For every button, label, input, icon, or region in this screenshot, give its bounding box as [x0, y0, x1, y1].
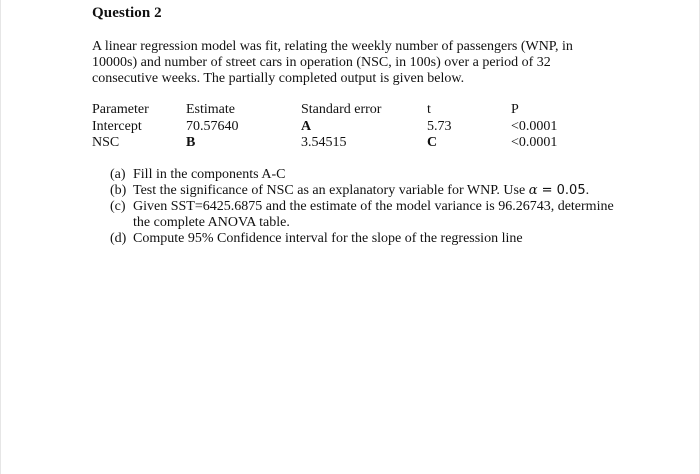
cell-estimate: B [186, 135, 196, 150]
question-title: Question 2 [92, 5, 162, 21]
question-parts [110, 167, 670, 247]
cell-p: <0.0001 [511, 135, 558, 150]
cell-t: 5.73 [427, 119, 452, 134]
part-b [110, 183, 670, 199]
part-text: Test the significance of NSC as an explanatory variable for WNP. Use α = 0.05. [133, 183, 590, 198]
header-parameter: Parameter [92, 102, 149, 117]
cell-t: C [427, 135, 438, 150]
intro-line: A linear regression model was fit, relating the weekly number of passengers (WNP, in [92, 39, 573, 54]
part-text: Compute 95% Confidence interval for the slope of the regression line [133, 231, 523, 246]
intro-line: consecutive weeks. The partially completed output is given below. [92, 71, 465, 86]
part-a [110, 167, 670, 183]
header-p: P [511, 102, 519, 117]
alpha-expression: α = 0.05 [528, 183, 586, 198]
part-label: (b) [110, 183, 127, 198]
header-standard-error: Standard error [301, 102, 382, 117]
table-row [1, 135, 700, 151]
cell-parameter: Intercept [92, 119, 142, 134]
cell-parameter: NSC [92, 135, 120, 150]
table-header-row [1, 102, 700, 118]
cell-std-error: 3.54515 [301, 135, 347, 150]
cell-std-error: A [301, 119, 312, 134]
table-row [1, 119, 700, 135]
part-label: (c) [110, 199, 126, 214]
part-c [110, 199, 670, 231]
intro-line: 10000s) and number of street cars in operation (NSC, in 100s) over a period of 32 [92, 55, 551, 70]
part-text: Given SST=6425.6875 and the estimate of the model variance is 96.26743, determine [133, 199, 614, 214]
part-text: the complete ANOVA table. [133, 215, 290, 230]
header-t: t [427, 102, 431, 117]
question-intro [92, 39, 632, 87]
cell-p: <0.0001 [511, 119, 558, 134]
header-estimate: Estimate [186, 102, 235, 117]
part-d [110, 231, 670, 247]
part-text: Fill in the components A-C [133, 167, 286, 182]
part-label: (d) [110, 231, 127, 246]
part-label: (a) [110, 167, 126, 182]
cell-estimate: 70.57640 [186, 119, 239, 134]
